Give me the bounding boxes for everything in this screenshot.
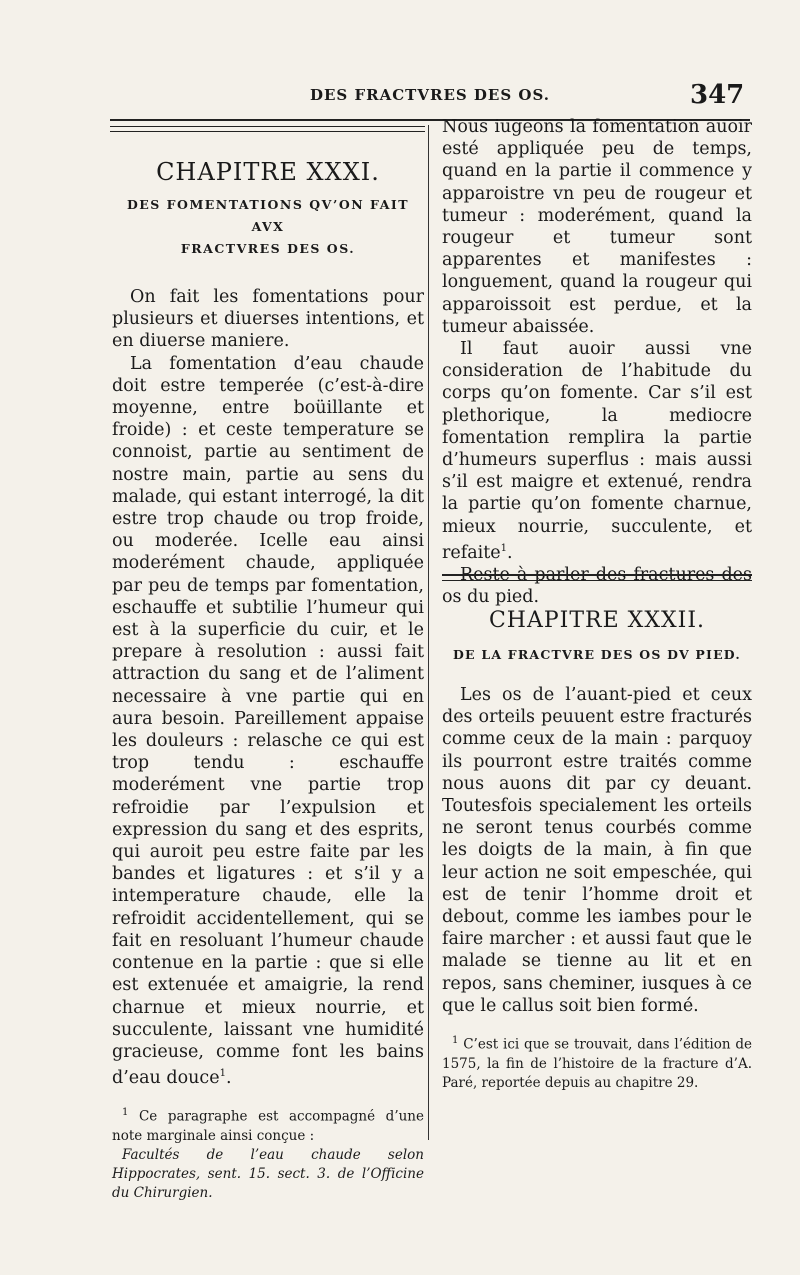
column-divider xyxy=(428,125,429,1140)
footnote-number: 1 xyxy=(452,1035,459,1047)
chapter-32-title: CHAPITRE XXXII. xyxy=(488,608,706,633)
chapter-31-subtitle-line2: FRACTVRES DES OS. xyxy=(180,241,356,256)
left-double-rule-lower xyxy=(110,131,425,132)
right-paragraph-2-text: Il faut auoir aussi vne consideration de l’habitude du corps qu’on fomente. Car s’il est plethorique, la mediocre fomentation remplira la partie d’humeurs superflus : mais aussi s’il est maigre et extenué, rendra la partie qu’on fomente charnue, mieux nourrie, succulente, et refaite xyxy=(442,339,752,563)
left-column xyxy=(112,140,424,1203)
chapter-32-footnote xyxy=(442,1031,752,1093)
chapter-32-paragraph: Les os de l’auant-pied et ceux des orteils peuuent estre fracturés comme ceux de la main : parquoy ils pourront estre traités comme nous auons dit par cy deuant. Toutesfois specialement les orteils ne seront tenus courbés comme les doigts de la main, à fin que leur action ne soit empeschée, qui est de tenir l’homme droit et debout, comme les iambes pour le faire marcher : et aussi faut que le malade se tienne au lit et en repos, sans cheminer, iusques à ce que le callus soit bien formé. xyxy=(442,685,752,1016)
footnote-text: C’est ici que se trouvait, dans l’édition de 1575, la fin de l’histoire de la fracture d’A. Paré, reportée depuis au chapitre 29. xyxy=(442,1036,752,1091)
page-number: 347 xyxy=(690,80,745,110)
right-paragraph-2: Il faut auoir aussi vne consideration de l’habitude du corps qu’on fomente. Car s’il est plethorique, la mediocre fomentation remplira la partie d’humeurs superflus : mais aussi s’il est maigre et extenué, rendra la partie qu’on fomente charnue, mieux nourrie, succulente, et refaite$^1$. xyxy=(442,339,752,563)
chapter-31-subtitle xyxy=(112,194,424,260)
chapter-31-paragraph-2-text: La fomentation d’eau chaude doit estre temperée (c’est-à-dire moyenne, entre boüillante et froide) : et ceste temperature se connoist, partie au sentiment de nostre main, partie au sens du malade, qui estant interrogé, la dit estre trop chaude ou trop froide, ou moderée. Icelle eau ainsi moderément chaude, appliquée par peu de temps par fomentation, eschauffe et subtilie l’humeur qui est à la superficie du cuir, et le prepare à resolution : aussi fait attraction du sang et de l’aliment necessaire à vne partie qui en aura besoin. Pareillement appaise les douleurs : relasche ce qui est trop tendu : eschauffe moderément vne partie trop refroidie par l’expulsion et expression du sang et des esprits, qui auroit peu estre faite par les bandes et ligatures : et s’il y a intemperature chaude, elle la refroidit accidentellement, qui se fait en resoluant l’humeur chaude contenue en la partie : que si elle est extenuée et amaigrie, la rend charnue et mieux nourrie, et succulente, laissant vne humidité gracieuse, comme font les bains d’eau douce xyxy=(112,353,424,1088)
chapter-31-paragraph-1: On fait les fomentations pour plusieurs et diuerses intentions, et en diuerse maniere. xyxy=(112,287,424,352)
chapter-separator-rule-thin xyxy=(442,580,752,581)
footnote-ref: 1 xyxy=(219,1068,226,1080)
chapter-32-block xyxy=(442,596,752,1093)
footnote-text: Ce paragraphe est accompagné d’une note marginale ainsi conçue : xyxy=(112,1108,424,1144)
chapter-31-paragraph-2: La fomentation d’eau chaude doit estre temperée (c’est-à-dire moyenne, entre boüillante et froide) : et ceste temperature se connoist, partie au sentiment de nostre main, partie au sens du malade, qui estant interrogé, la dit estre trop chaude ou trop froide, ou moderée. Icelle eau ainsi moderément chaude, appliquée par peu de temps par fomentation, eschauffe et subtilie l’humeur qui est à la superficie du cuir, et le prepare à resolution : aussi fait attraction du sang et de l’aliment necessaire à vne partie qui en aura besoin. Pareillement appaise les douleurs : relasche ce qui est trop tendu : eschauffe moderément vne partie trop refroidie par l’expulsion et expression du sang et des esprits, qui auroit peu estre faite par les bandes et ligatures : et s’il y a intemperature chaude, elle la refroidit accidentellement, qui se fait en resoluant l’humeur chaude contenue en la partie : que si elle est extenuée et amaigrie, la rend charnue et mieux nourrie, et succulente, laissant vne humidité gracieuse, comme font les bains d’eau douce$^1$. xyxy=(112,353,424,1088)
left-double-rule-upper xyxy=(110,126,425,127)
chapter-32-subtitle: DE LA FRACTVRE DES OS DV PIED. xyxy=(453,647,741,662)
chapter-31-footnote xyxy=(112,1103,424,1203)
chapter-31-subtitle-line1: DES FOMENTATIONS QV’ON FAIT AVX xyxy=(126,197,410,234)
chapter-31-title: CHAPITRE XXXI. xyxy=(156,158,380,186)
right-column-top xyxy=(442,116,752,608)
footnote-marginal-note: Facultés de l’eau chaude selon Hippocrates, sent. 15. sect. 3. de l’Officine du Chirurgien. xyxy=(112,1146,424,1201)
right-paragraph-3: Reste à parler des fractures des os du pied. xyxy=(442,564,752,608)
footnote-ref: 1 xyxy=(500,542,507,554)
footnote-number: 1 xyxy=(122,1107,129,1119)
running-head: DES FRACTVRES DES OS. xyxy=(309,86,551,104)
right-paragraph-1: Nous iugeons la fomentation auoir esté appliquée peu de temps, quand en la partie il commence y apparoistre vn peu de rougeur et tumeur : moderément, quand la rougeur et tumeur sont apparentes et manifestes : longuement, quand la rougeur qui apparoissoit est perdue, et la tumeur abaissée. xyxy=(442,117,752,337)
chapter-separator-rule xyxy=(442,574,752,576)
